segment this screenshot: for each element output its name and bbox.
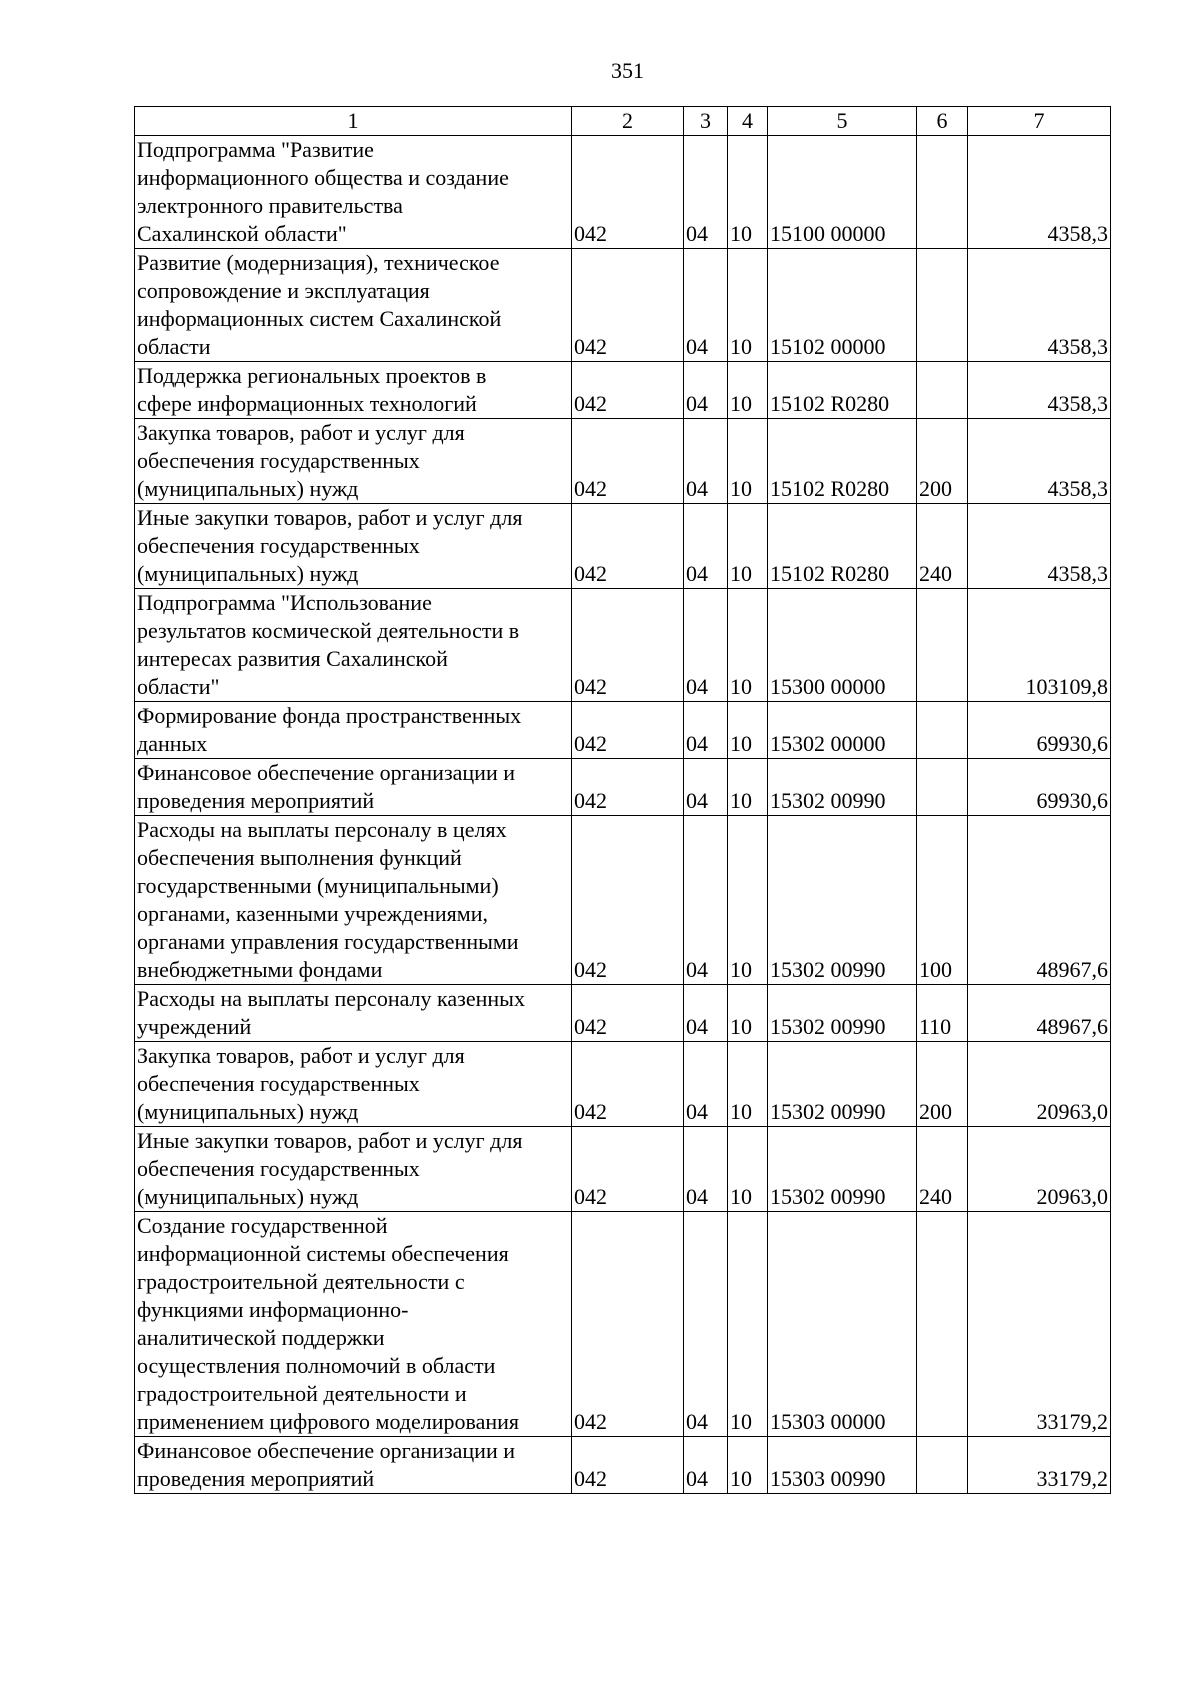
cell-expense-type: 200 [917, 1042, 968, 1127]
table-row [135, 249, 1111, 362]
cell-subsection-code: 10 [728, 1437, 768, 1494]
cell-ministry-code: 042 [572, 1212, 684, 1437]
cell-section-code: 04 [684, 702, 728, 759]
cell-target-article: 15102 R0280 [768, 362, 917, 419]
row-description: Развитие (модернизация), техническое сопровождение и эксплуатация информационных систем Сахалинской области [135, 249, 572, 362]
table-row [135, 759, 1111, 816]
cell-section-code: 04 [684, 985, 728, 1042]
cell-target-article: 15303 00990 [768, 1437, 917, 1494]
cell-target-article: 15102 00000 [768, 249, 917, 362]
cell-amount: 4358,3 [968, 136, 1111, 249]
header-col-2: 2 [572, 107, 684, 136]
header-col-6: 6 [917, 107, 968, 136]
cell-target-article: 15102 R0280 [768, 419, 917, 504]
cell-expense-type [917, 759, 968, 816]
cell-target-article: 15303 00000 [768, 1212, 917, 1437]
table-row [135, 985, 1111, 1042]
cell-section-code: 04 [684, 759, 728, 816]
row-description: Подпрограмма "Использование результатов космической деятельности в интересах развития Сахалинской области" [135, 589, 572, 702]
cell-section-code: 04 [684, 419, 728, 504]
row-description: Закупка товаров, работ и услуг для обеспечения государственных (муниципальных) нужд [135, 419, 572, 504]
row-description: Подпрограмма "Развитие информационного общества и создание электронного правительства Сахалинской области" [135, 136, 572, 249]
row-description: Поддержка региональных проектов в сфере информационных технологий [135, 362, 572, 419]
cell-subsection-code: 10 [728, 1212, 768, 1437]
row-description: Финансовое обеспечение организации и проведения мероприятий [135, 759, 572, 816]
cell-section-code: 04 [684, 136, 728, 249]
cell-subsection-code: 10 [728, 1042, 768, 1127]
table-body [135, 136, 1111, 1494]
table-row [135, 816, 1111, 985]
cell-subsection-code: 10 [728, 702, 768, 759]
cell-amount: 103109,8 [968, 589, 1111, 702]
row-description: Иные закупки товаров, работ и услуг для обеспечения государственных (муниципальных) нужд [135, 1127, 572, 1212]
cell-amount: 4358,3 [968, 504, 1111, 589]
cell-section-code: 04 [684, 816, 728, 985]
row-description: Расходы на выплаты персоналу в целях обеспечения выполнения функций государственными (муниципальными) органами, казенными учреждениями, органами управления государственными внебюджетными фондами [135, 816, 572, 985]
cell-expense-type: 240 [917, 1127, 968, 1212]
header-col-7: 7 [968, 107, 1111, 136]
cell-section-code: 04 [684, 362, 728, 419]
table-row [135, 1042, 1111, 1127]
cell-target-article: 15302 00000 [768, 702, 917, 759]
row-description: Формирование фонда пространственных данных [135, 702, 572, 759]
cell-target-article: 15302 00990 [768, 816, 917, 985]
cell-amount: 20963,0 [968, 1127, 1111, 1212]
cell-expense-type: 100 [917, 816, 968, 985]
cell-subsection-code: 10 [728, 249, 768, 362]
table-row [135, 1127, 1111, 1212]
cell-ministry-code: 042 [572, 816, 684, 985]
cell-expense-type [917, 136, 968, 249]
cell-ministry-code: 042 [572, 985, 684, 1042]
header-col-3: 3 [684, 107, 728, 136]
cell-expense-type [917, 249, 968, 362]
cell-section-code: 04 [684, 589, 728, 702]
cell-expense-type [917, 362, 968, 419]
cell-subsection-code: 10 [728, 589, 768, 702]
cell-target-article: 15302 00990 [768, 1042, 917, 1127]
cell-target-article: 15300 00000 [768, 589, 917, 702]
table-row [135, 702, 1111, 759]
cell-section-code: 04 [684, 1042, 728, 1127]
cell-ministry-code: 042 [572, 136, 684, 249]
cell-amount: 48967,6 [968, 816, 1111, 985]
cell-target-article: 15102 R0280 [768, 504, 917, 589]
cell-amount: 48967,6 [968, 985, 1111, 1042]
cell-section-code: 04 [684, 1127, 728, 1212]
cell-ministry-code: 042 [572, 249, 684, 362]
cell-target-article: 15302 00990 [768, 759, 917, 816]
cell-ministry-code: 042 [572, 702, 684, 759]
cell-expense-type: 240 [917, 504, 968, 589]
row-description: Финансовое обеспечение организации и проведения мероприятий [135, 1437, 572, 1494]
cell-ministry-code: 042 [572, 504, 684, 589]
table-row [135, 1437, 1111, 1494]
cell-section-code: 04 [684, 504, 728, 589]
cell-expense-type: 200 [917, 419, 968, 504]
cell-section-code: 04 [684, 1437, 728, 1494]
cell-subsection-code: 10 [728, 419, 768, 504]
cell-section-code: 04 [684, 249, 728, 362]
cell-ministry-code: 042 [572, 1437, 684, 1494]
row-description: Иные закупки товаров, работ и услуг для обеспечения государственных (муниципальных) нужд [135, 504, 572, 589]
cell-expense-type [917, 702, 968, 759]
cell-subsection-code: 10 [728, 504, 768, 589]
table-row [135, 419, 1111, 504]
cell-subsection-code: 10 [728, 1127, 768, 1212]
cell-amount: 69930,6 [968, 759, 1111, 816]
row-description: Расходы на выплаты персоналу казенных учреждений [135, 985, 572, 1042]
table-row [135, 504, 1111, 589]
cell-expense-type: 110 [917, 985, 968, 1042]
cell-expense-type [917, 1212, 968, 1437]
cell-amount: 33179,2 [968, 1212, 1111, 1437]
cell-amount: 33179,2 [968, 1437, 1111, 1494]
table-row [135, 589, 1111, 702]
cell-ministry-code: 042 [572, 589, 684, 702]
cell-subsection-code: 10 [728, 362, 768, 419]
budget-table [134, 106, 1111, 1494]
table-row [135, 136, 1111, 249]
table-row [135, 362, 1111, 419]
cell-amount: 20963,0 [968, 1042, 1111, 1127]
cell-amount: 4358,3 [968, 419, 1111, 504]
cell-amount: 69930,6 [968, 702, 1111, 759]
cell-ministry-code: 042 [572, 1042, 684, 1127]
cell-amount: 4358,3 [968, 249, 1111, 362]
cell-expense-type [917, 1437, 968, 1494]
cell-subsection-code: 10 [728, 759, 768, 816]
cell-target-article: 15302 00990 [768, 1127, 917, 1212]
cell-subsection-code: 10 [728, 136, 768, 249]
header-col-5: 5 [768, 107, 917, 136]
cell-subsection-code: 10 [728, 985, 768, 1042]
cell-subsection-code: 10 [728, 816, 768, 985]
cell-ministry-code: 042 [572, 419, 684, 504]
table-row [135, 1212, 1111, 1437]
header-row [135, 107, 1111, 136]
cell-ministry-code: 042 [572, 759, 684, 816]
cell-target-article: 15302 00990 [768, 985, 917, 1042]
cell-target-article: 15100 00000 [768, 136, 917, 249]
cell-ministry-code: 042 [572, 1127, 684, 1212]
page-number: 351 [611, 58, 644, 83]
header-col-4: 4 [728, 107, 768, 136]
cell-expense-type [917, 589, 968, 702]
row-description: Создание государственной информационной системы обеспечения градостроительной деятельности с функциями информационно- аналитической поддержки осуществления полномочий в области градостроительной деятельности и применением цифрового моделирования [135, 1212, 572, 1437]
cell-amount: 4358,3 [968, 362, 1111, 419]
header-col-1: 1 [135, 107, 572, 136]
row-description: Закупка товаров, работ и услуг для обеспечения государственных (муниципальных) нужд [135, 1042, 572, 1127]
cell-ministry-code: 042 [572, 362, 684, 419]
cell-section-code: 04 [684, 1212, 728, 1437]
